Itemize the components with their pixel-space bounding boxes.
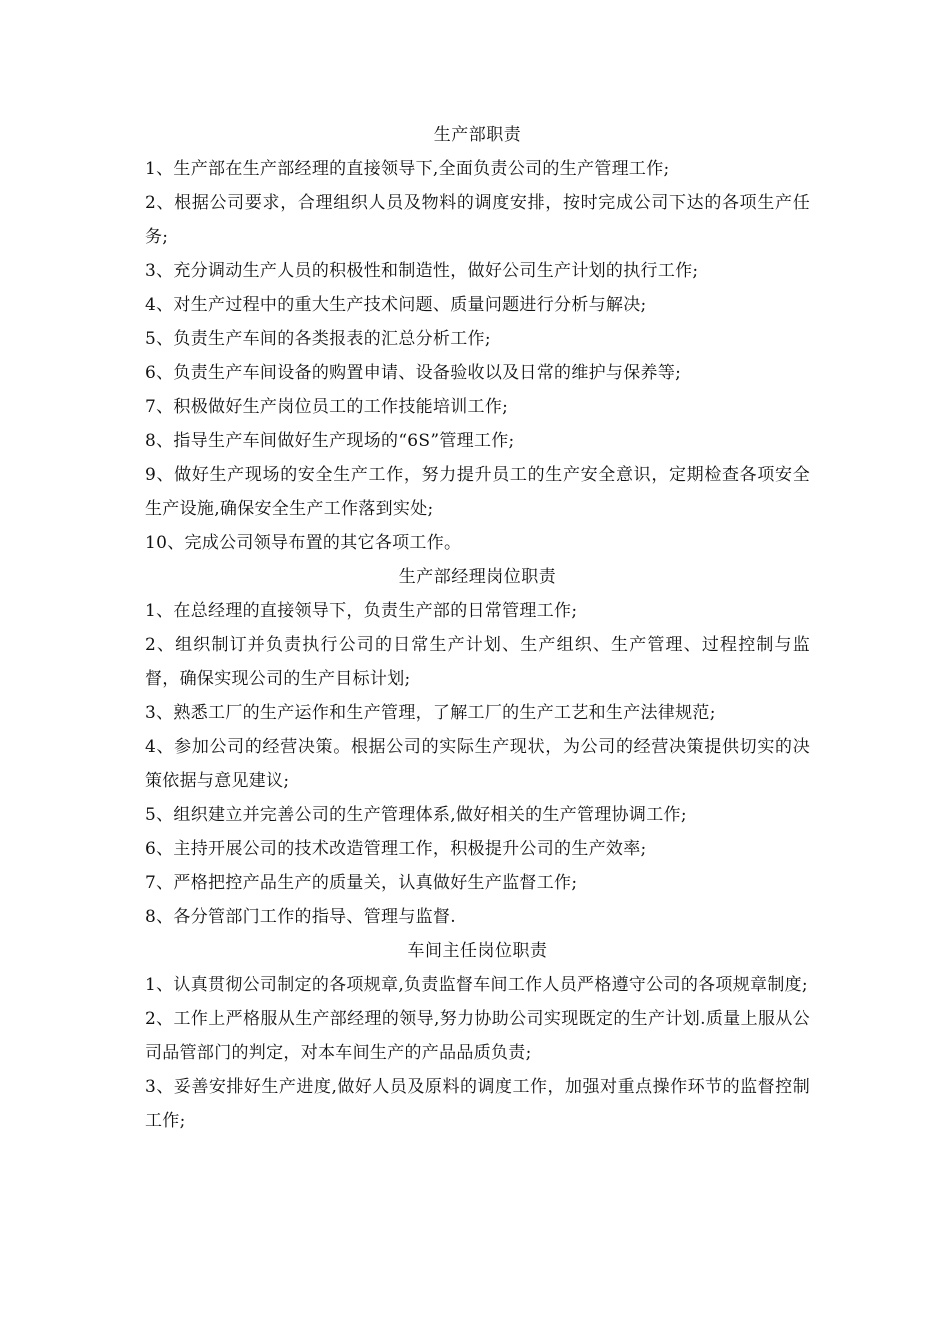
list-item: 10、完成公司领导布置的其它各项工作。 [145,533,462,553]
list-item: 5、负责生产车间的各类报表的汇总分析工作; [145,329,491,349]
list-item: 1、生产部在生产部经理的直接领导下,全面负责公司的生产管理工作; [145,159,670,179]
section-production-dept [145,118,810,560]
list-item: 6、负责生产车间设备的购置申请、设备验收以及日常的维护与保养等; [145,363,682,383]
list-item: 8、各分管部门工作的指导、管理与监督. [145,907,456,927]
list-item: 4、对生产过程中的重大生产技术问题、质量问题进行分析与解决; [145,295,647,315]
list-item: 5、组织建立并完善公司的生产管理体系,做好相关的生产管理协调工作; [145,805,687,825]
list-item: 9、做好生产现场的安全生产工作，努力提升员工的生产安全意识，定期检查各项安全生产设施,确保安全生产工作落到实处; [145,465,810,519]
list-item: 8、指导生产车间做好生产现场的“6S”管理工作; [145,431,515,451]
list-item: 3、妥善安排好生产进度,做好人员及原料的调度工作，加强对重点操作环节的监督控制工作; [145,1077,810,1131]
list-item: 2、组织制订并负责执行公司的日常生产计划、生产组织、生产管理、过程控制与监督，确保实现公司的生产目标计划; [145,635,810,689]
list-item: 1、认真贯彻公司制定的各项规章,负责监督车间工作人员严格遵守公司的各项规章制度; [145,975,808,995]
section-workshop-director [145,934,810,1138]
section-title: 生产部职责 [433,125,522,145]
section-title: 车间主任岗位职责 [407,941,548,961]
list-item: 3、熟悉工厂的生产运作和生产管理，了解工厂的生产工艺和生产法律规范; [145,703,716,723]
list-item: 4、参加公司的经营决策。根据公司的实际生产现状，为公司的经营决策提供切实的决策依据与意见建议; [145,737,810,791]
list-item: 7、积极做好生产岗位员工的工作技能培训工作; [145,397,509,417]
list-item: 2、根据公司要求，合理组织人员及物料的调度安排，按时完成公司下达的各项生产任务; [145,193,810,247]
list-item: 2、工作上严格服从生产部经理的领导,努力协助公司实现既定的生产计划.质量上服从公司品管部门的判定，对本车间生产的产品品质负责; [145,1009,810,1063]
document-content [145,118,810,1138]
section-title: 生产部经理岗位职责 [398,567,557,587]
list-item: 6、主持开展公司的技术改造管理工作，积极提升公司的生产效率; [145,839,647,859]
list-item: 3、充分调动生产人员的积极性和制造性，做好公司生产计划的执行工作; [145,261,699,281]
list-item: 7、严格把控产品生产的质量关，认真做好生产监督工作; [145,873,578,893]
section-production-manager [145,560,810,934]
list-item: 1、在总经理的直接领导下，负责生产部的日常管理工作; [145,601,578,621]
